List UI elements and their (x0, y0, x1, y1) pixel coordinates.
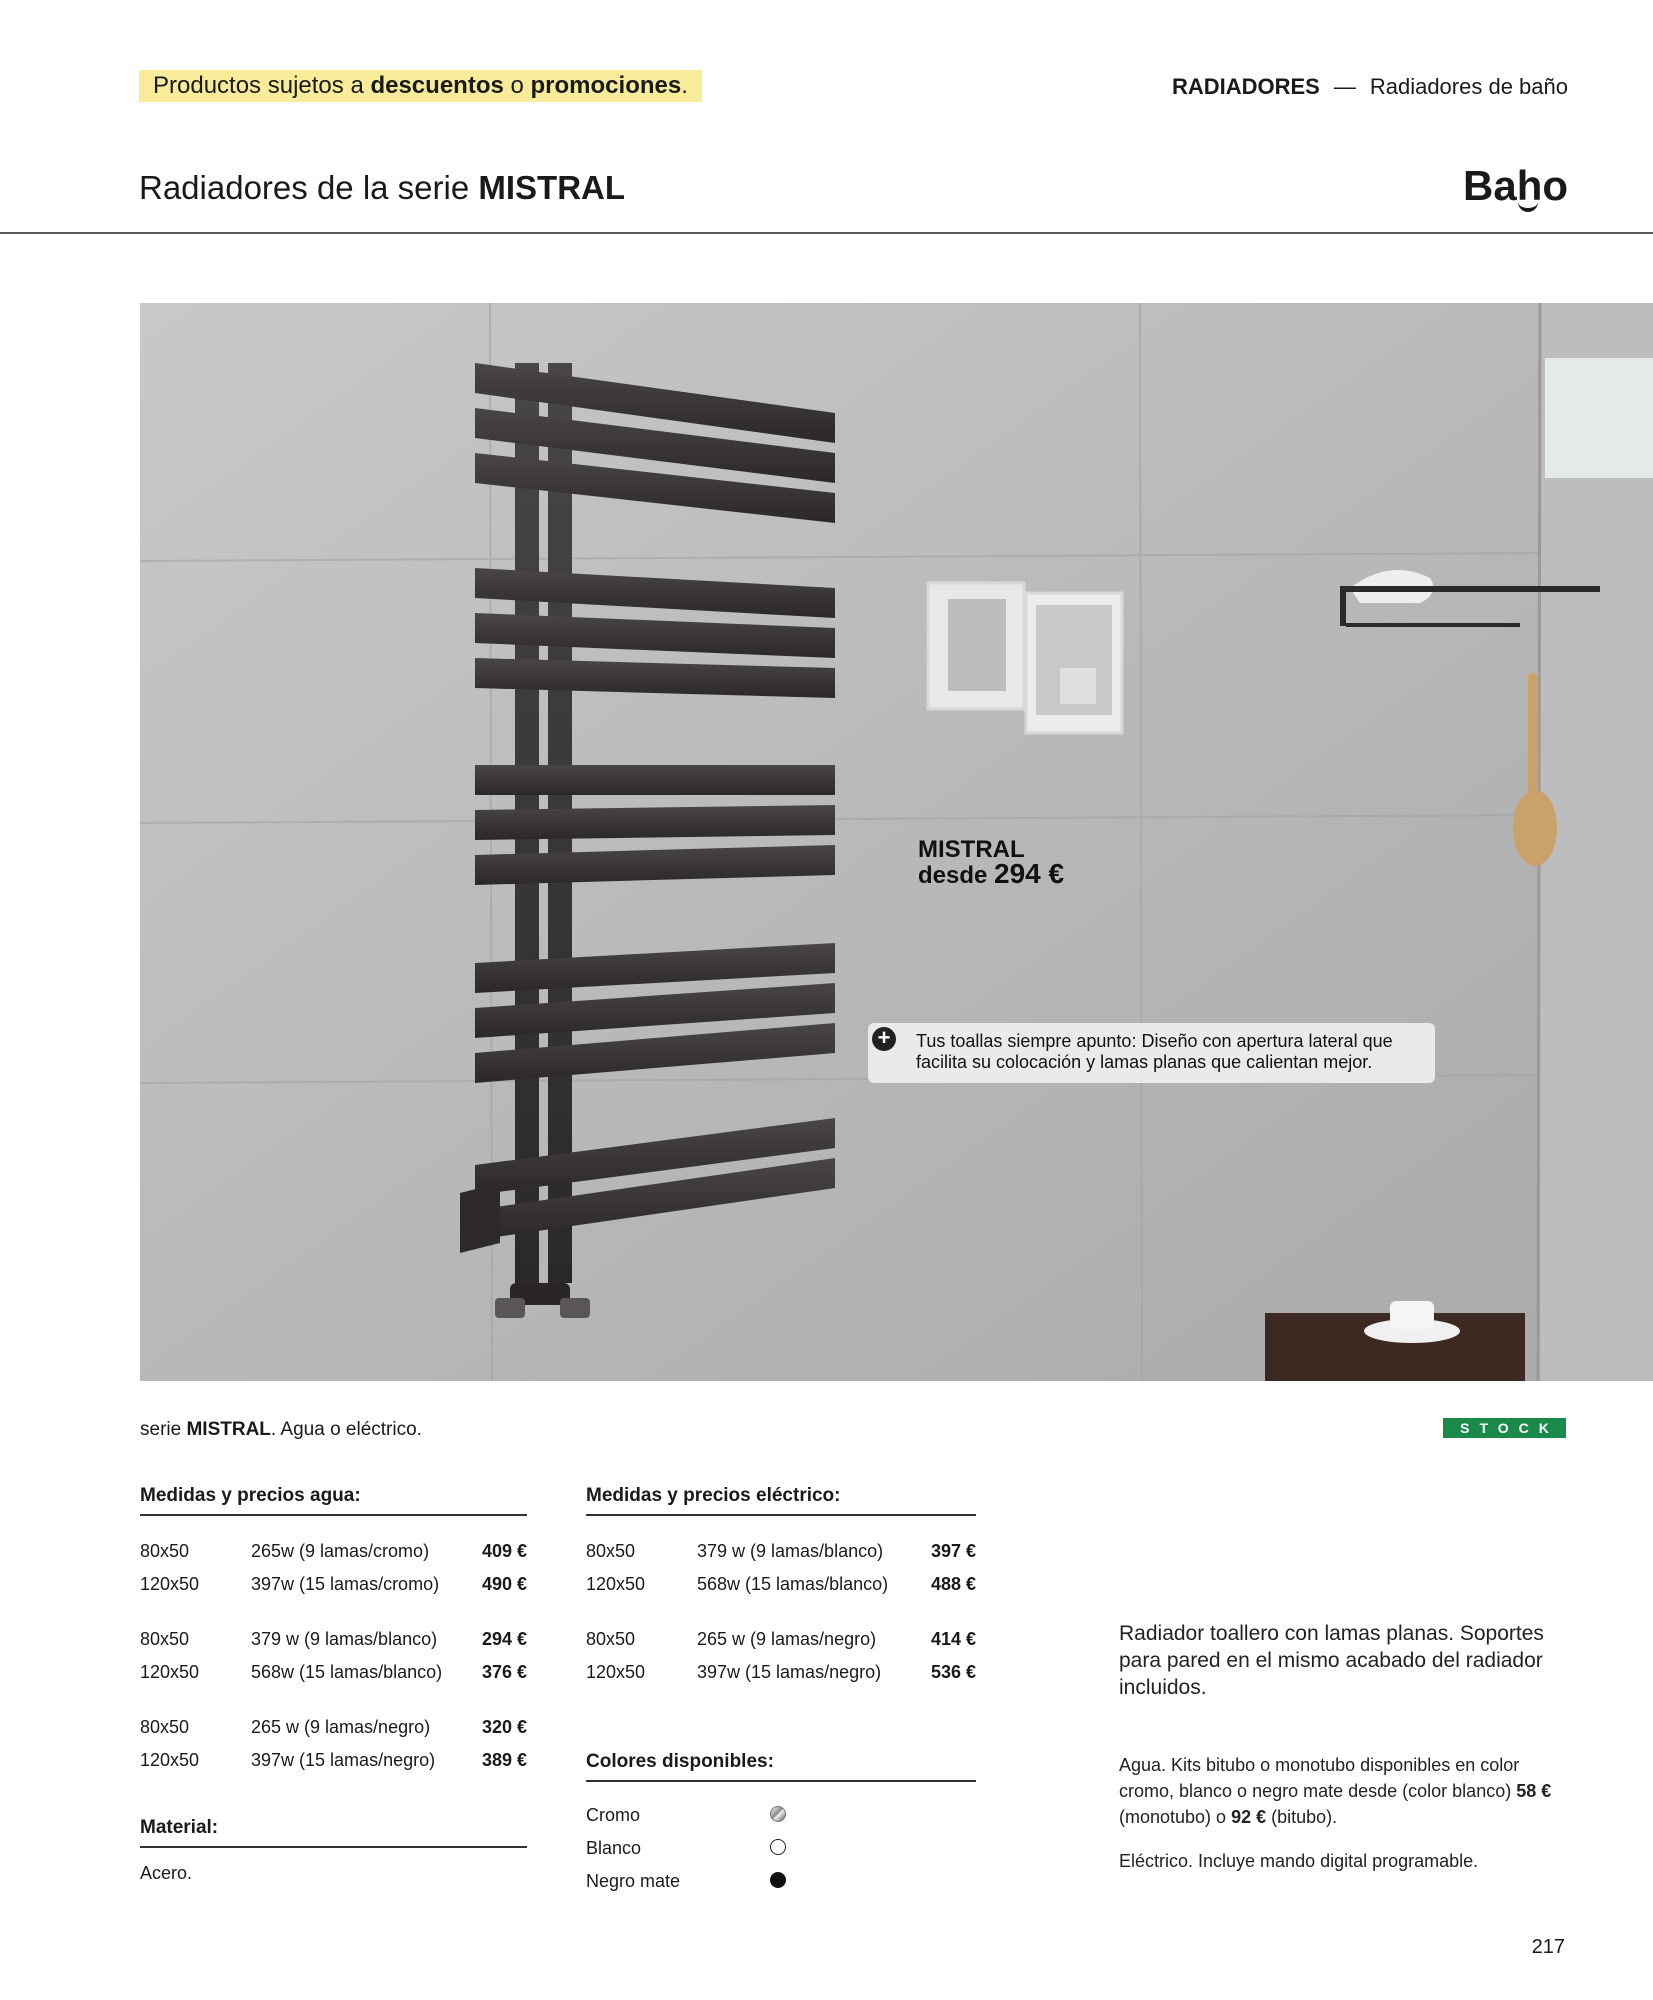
black-swatch-icon (770, 1872, 786, 1888)
product-photo (140, 303, 1653, 1381)
promo-banner: Productos sujetos a descuentos o promociones. (139, 70, 702, 102)
stock-badge: STOCK (1443, 1418, 1566, 1438)
page-number: 217 (1531, 1936, 1565, 1958)
colors-list (586, 1804, 806, 1904)
water-prices-table: 80x50 265w (9 lamas/cromo) 409 € 120x50 397w (15 lamas/cromo) 490 € 80x50 379 w (9 lamas/blanco) 294 € 120x50 568w (15 lamas/blanco) 376 € 80x50 265 w (9 lamas/negro) 320 € 120x50 397w (15 lamas/negro) 389 € (140, 1541, 527, 1770)
electric-note: Eléctrico. Incluye mando digital programable. (1119, 1851, 1479, 1871)
material-section (140, 1816, 527, 1848)
list-item: Blanco (586, 1838, 642, 1858)
product-description: Radiador toallero con lamas planas. Soportes para pared en el mismo acabado del radiador incluidos. (1119, 1622, 1544, 1699)
electric-prices-section (586, 1484, 976, 1516)
breadcrumb-category: RADIADORES (1171, 74, 1320, 99)
water-prices-heading: Medidas y precios agua: (140, 1484, 527, 1516)
brand-logo-smile (1518, 202, 1538, 212)
list-item: Negro mate (586, 1871, 681, 1891)
electric-prices-table: 80x50 379 w (9 lamas/blanco) 397 € 120x50 568w (15 lamas/blanco) 488 € 80x50 265 w (9 lamas/negro) 414 € 120x50 397w (15 lamas/negro) 536 € (586, 1541, 976, 1682)
colors-heading: Colores disponibles: (586, 1750, 976, 1782)
chrome-swatch-icon (770, 1806, 786, 1822)
bathroom-scene-illustration (140, 303, 1653, 1381)
price-label-value: 294 € (994, 858, 1065, 889)
series-caption: serie MISTRAL. Agua o eléctrico. (140, 1419, 422, 1440)
colors-section (586, 1750, 976, 1782)
white-swatch-icon (770, 1839, 786, 1855)
material-heading: Material: (140, 1816, 527, 1848)
plus-circle-icon: + (872, 1027, 896, 1051)
material-value: Acero. (140, 1863, 193, 1883)
feature-callout: Tus toallas siempre apunto: Diseño con apertura lateral que facilita su colocación y lamas planas que calientan mejor. (868, 1023, 1435, 1083)
page-title: Radiadores de la serie MISTRAL (139, 169, 626, 206)
header-divider (0, 232, 1653, 234)
electric-prices-heading: Medidas y precios eléctrico: (586, 1484, 976, 1516)
breadcrumb-subcategory: Radiadores de baño (1369, 74, 1568, 99)
water-prices-section (140, 1484, 527, 1516)
brand-logo: Baho (1463, 162, 1568, 209)
breadcrumb: RADIADORES — Radiadores de baño (1171, 74, 1568, 99)
water-kit-note: Agua. Kits bitubo o monotubo disponibles en color cromo, blanco o negro mate desde (color blanco) 58 € (monotubo) o 92 € (bitubo). (1119, 1755, 1552, 1827)
price-label: MISTRAL desde 294 € (918, 836, 1065, 889)
list-item: Cromo (586, 1805, 641, 1825)
